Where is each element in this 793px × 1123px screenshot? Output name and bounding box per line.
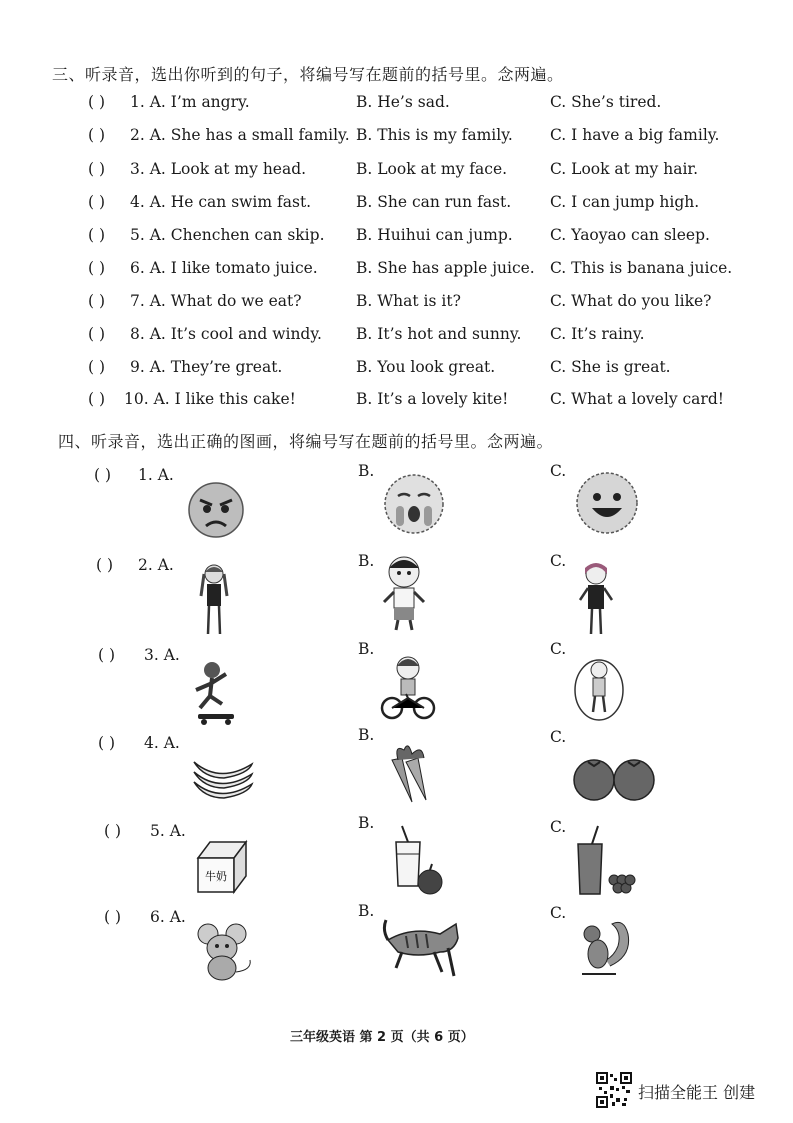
option-b: B. Look at my face. bbox=[356, 160, 508, 178]
girl-short-hair-icon[interactable] bbox=[576, 560, 616, 638]
option-c: C. Yaoyao can sleep. bbox=[550, 226, 710, 244]
squirrel-icon[interactable] bbox=[576, 916, 632, 978]
option-b: B. She has apple juice. bbox=[356, 259, 535, 277]
option-b: B. This is my family. bbox=[356, 126, 513, 144]
option-a: 6. A. I like tomato juice. bbox=[130, 259, 318, 277]
option-a-label: 1. A. bbox=[138, 466, 174, 484]
option-c: C. Look at my hair. bbox=[550, 160, 699, 178]
option-c-label: C. bbox=[550, 640, 567, 658]
crying-face-icon[interactable] bbox=[382, 472, 446, 536]
picture-question-5 bbox=[0, 814, 793, 904]
list-item bbox=[0, 292, 793, 322]
option-c: C. It’s rainy. bbox=[550, 325, 645, 343]
answer-blank[interactable]: ( ) bbox=[88, 292, 106, 310]
list-item bbox=[0, 325, 793, 355]
carrots-icon[interactable] bbox=[378, 740, 442, 804]
option-b-label: B. bbox=[358, 902, 375, 920]
option-c-label: C. bbox=[550, 818, 567, 836]
picture-question-3 bbox=[0, 638, 793, 728]
list-item bbox=[0, 160, 793, 190]
option-b-label: B. bbox=[358, 552, 375, 570]
option-a: 5. A. Chenchen can skip. bbox=[130, 226, 325, 244]
mouse-icon[interactable] bbox=[196, 920, 256, 982]
list-item bbox=[0, 390, 793, 420]
option-a: 4. A. He can swim fast. bbox=[130, 193, 312, 211]
option-a-label: 5. A. bbox=[150, 822, 186, 840]
option-a: 8. A. It’s cool and windy. bbox=[130, 325, 322, 343]
option-c: C. She is great. bbox=[550, 358, 671, 376]
boy-standing-icon[interactable] bbox=[378, 554, 430, 634]
smiling-face-icon[interactable] bbox=[574, 470, 640, 536]
list-item bbox=[0, 259, 793, 289]
answer-blank[interactable]: ( ) bbox=[88, 126, 106, 144]
qr-code-icon bbox=[596, 1072, 632, 1108]
option-b: B. She can run fast. bbox=[356, 193, 512, 211]
option-c-label: C. bbox=[550, 552, 567, 570]
list-item bbox=[0, 93, 793, 123]
option-c-label: C. bbox=[550, 904, 567, 922]
option-a-label: 6. A. bbox=[150, 908, 186, 926]
answer-blank[interactable]: ( ) bbox=[88, 93, 106, 111]
answer-blank[interactable]: ( ) bbox=[96, 556, 114, 574]
list-item bbox=[0, 193, 793, 223]
option-b-label: B. bbox=[358, 726, 375, 744]
girl-cycling-icon[interactable] bbox=[378, 654, 438, 720]
option-a: 1. A. I’m angry. bbox=[130, 93, 250, 111]
option-b-label: B. bbox=[358, 640, 375, 658]
juice-and-apple-icon[interactable] bbox=[384, 824, 446, 898]
answer-blank[interactable]: ( ) bbox=[88, 358, 106, 376]
option-a: 10. A. I like this cake! bbox=[124, 390, 296, 408]
option-c: C. She’s tired. bbox=[550, 93, 662, 111]
option-c: C. This is banana juice. bbox=[550, 259, 733, 277]
page-footer: 三年级英语 第 2 页（共 6 页） bbox=[290, 1030, 474, 1045]
answer-blank[interactable]: ( ) bbox=[88, 193, 106, 211]
girl-skateboarding-icon[interactable] bbox=[188, 660, 240, 726]
answer-blank[interactable]: ( ) bbox=[88, 259, 106, 277]
option-b: B. Huihui can jump. bbox=[356, 226, 513, 244]
picture-question-4 bbox=[0, 726, 793, 816]
option-b: B. What is it? bbox=[356, 292, 461, 310]
bananas-icon[interactable] bbox=[190, 754, 256, 800]
option-a-label: 2. A. bbox=[138, 556, 174, 574]
answer-blank[interactable]: ( ) bbox=[104, 908, 122, 926]
option-c: C. I can jump high. bbox=[550, 193, 700, 211]
section4-title: 四、听录音，选出正确的图画，将编号写在题前的括号里。念两遍。 bbox=[58, 432, 554, 451]
milk-label: 牛奶 bbox=[205, 870, 227, 883]
tomatoes-icon[interactable] bbox=[570, 754, 658, 802]
answer-blank[interactable]: ( ) bbox=[94, 466, 112, 484]
milk-carton-icon[interactable] bbox=[192, 838, 252, 896]
picture-question-6 bbox=[0, 902, 793, 992]
answer-blank[interactable]: ( ) bbox=[104, 822, 122, 840]
option-b: B. It’s hot and sunny. bbox=[356, 325, 522, 343]
option-b: B. He’s sad. bbox=[356, 93, 450, 111]
option-c: C. I have a big family. bbox=[550, 126, 720, 144]
answer-blank[interactable]: ( ) bbox=[88, 226, 106, 244]
option-a: 2. A. She has a small family. bbox=[130, 126, 350, 144]
answer-blank[interactable]: ( ) bbox=[98, 734, 116, 752]
watermark-brand: 扫描全能王 创建 bbox=[638, 1083, 756, 1102]
picture-question-2 bbox=[0, 548, 793, 638]
juice-and-grapes-icon[interactable] bbox=[570, 824, 642, 900]
girl-skipping-rope-icon[interactable] bbox=[572, 654, 626, 722]
section3-title: 三、听录音，选出你听到的句子，将编号写在题前的括号里。念两遍。 bbox=[52, 65, 564, 84]
list-item bbox=[0, 358, 793, 388]
option-a: 9. A. They’re great. bbox=[130, 358, 283, 376]
answer-blank[interactable]: ( ) bbox=[88, 325, 106, 343]
option-b-label: B. bbox=[358, 814, 375, 832]
option-c-label: C. bbox=[550, 728, 567, 746]
cat-icon[interactable] bbox=[382, 912, 464, 978]
option-c: C. What a lovely card! bbox=[550, 390, 724, 408]
option-a-label: 3. A. bbox=[144, 646, 180, 664]
answer-blank[interactable]: ( ) bbox=[88, 390, 106, 408]
option-b: B. You look great. bbox=[356, 358, 496, 376]
option-a: 3. A. Look at my head. bbox=[130, 160, 307, 178]
girl-with-braids-icon[interactable] bbox=[194, 562, 234, 638]
option-b-label: B. bbox=[358, 462, 375, 480]
picture-question-1 bbox=[0, 458, 793, 548]
option-c: C. What do you like? bbox=[550, 292, 712, 310]
angry-face-icon[interactable] bbox=[186, 480, 246, 540]
option-a: 7. A. What do we eat? bbox=[130, 292, 302, 310]
answer-blank[interactable]: ( ) bbox=[88, 160, 106, 178]
option-b: B. It’s a lovely kite! bbox=[356, 390, 509, 408]
option-c-label: C. bbox=[550, 462, 567, 480]
option-a-label: 4. A. bbox=[144, 734, 180, 752]
answer-blank[interactable]: ( ) bbox=[98, 646, 116, 664]
list-item bbox=[0, 126, 793, 156]
list-item bbox=[0, 226, 793, 256]
